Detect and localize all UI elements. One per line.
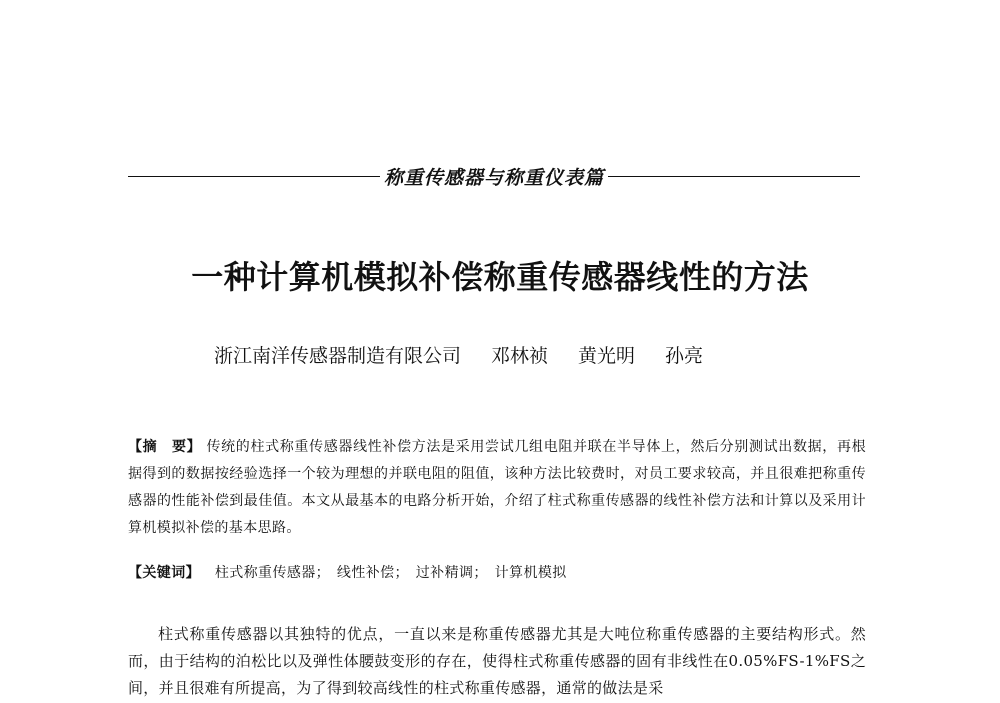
page-title: 一种计算机模拟补偿称重传感器线性的方法 — [191, 258, 809, 296]
authors-line — [214, 341, 703, 368]
abstract-text: 传统的柱式称重传感器线性补偿方法是采用尝试几组电阻并联在半导体上，然后分别测试出数据，再根据得到的数据按经验选择一个较为理想的并联电阻的阻值，该种方法比较费时，对员工要求较高，并且很难把称重传感器的性能补偿到最佳值。本文从最基本的电路分析开始，介绍了柱式称重传感器的线性补偿方法和计算以及采用计算机模拟补偿的基本思路。 — [128, 439, 867, 536]
author-name: 邓林祯 — [491, 345, 549, 367]
affiliation: 浙江南洋传感器制造有限公司 — [214, 345, 462, 367]
keywords-label: 【关键词】 — [128, 565, 200, 581]
keywords — [128, 561, 866, 585]
keyword: 柱式称重传感器； — [214, 565, 331, 581]
keyword: 计算机模拟 — [494, 565, 567, 581]
section-header-rule-left — [128, 176, 380, 177]
keyword: 线性补偿； — [336, 565, 409, 581]
author-name: 黄光明 — [578, 345, 636, 367]
abstract — [128, 434, 866, 542]
author-name: 孙亮 — [665, 345, 704, 367]
body-paragraph: 柱式称重传感器以其独特的优点，一直以来是称重传感器尤其是大吨位称重传感器的主要结构形式。然而，由于结构的泊松比以及弹性体腰鼓变形的存在，使得柱式称重传感器的固有非线性在0.05%FS-1%FS之间，并且很难有所提高，为了得到较高线性的柱式称重传感器，通常的做法是采 — [128, 625, 866, 697]
section-header — [128, 163, 860, 190]
abstract-label: 【摘 要】 — [128, 439, 202, 455]
section-header-text: 称重传感器与称重仪表篇 — [384, 167, 605, 189]
keyword: 过补精调； — [415, 565, 488, 581]
section-header-rule-right — [608, 176, 860, 177]
